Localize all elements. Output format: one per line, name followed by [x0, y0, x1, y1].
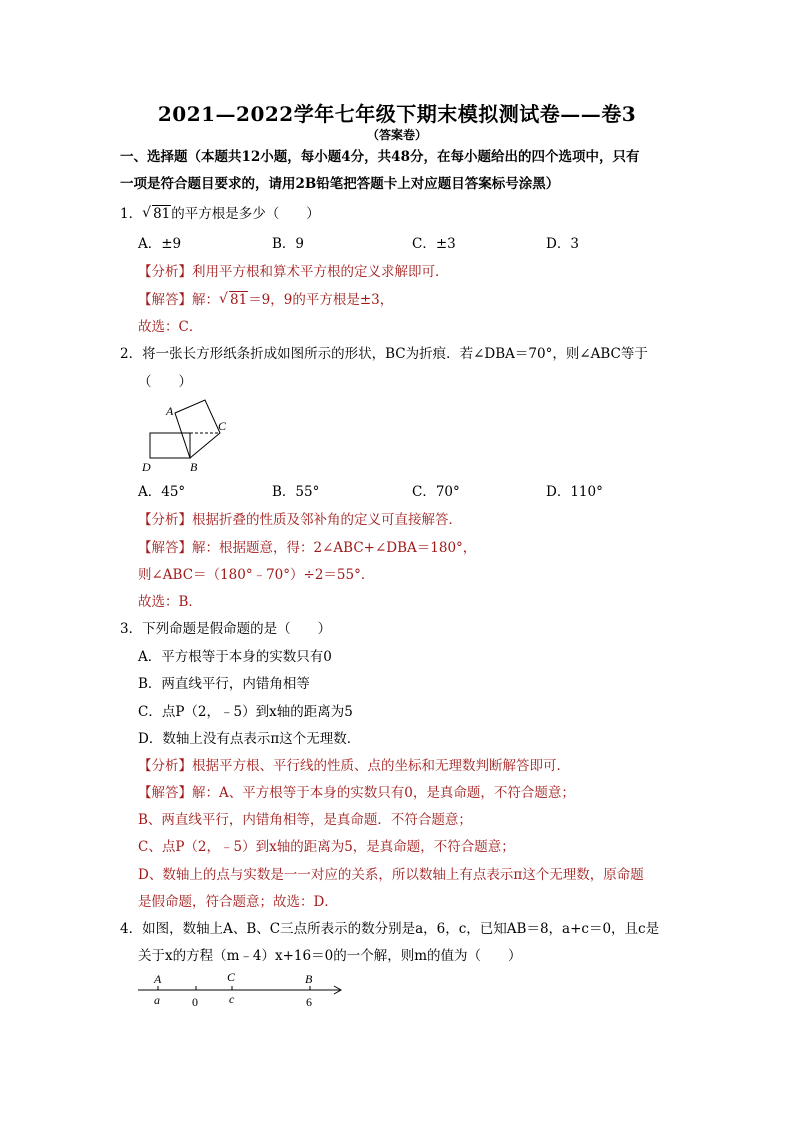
q2-option-a: A．45° — [138, 484, 186, 500]
q2-solution-line2: 则∠ABC＝（180°﹣70°）÷2＝55°． — [138, 567, 375, 583]
q3-solution-line1: 【解答】解：A、平方根等于本身的实数只有0，是真命题，不符合题意； — [138, 785, 575, 801]
q2-folded-paper-figure — [138, 398, 238, 478]
q1-solution-prefix: 【解答】解： — [138, 292, 219, 308]
q4-label-upper-b: B — [305, 972, 313, 986]
q4-question-line2: 关于x的方程（m﹣4）x+16＝0的一个解，则m的值为（ ） — [138, 948, 522, 964]
q4-label-upper-c: C — [227, 970, 236, 984]
q1-solution-sqrt: √ 81 — [219, 291, 248, 308]
q3-solution-line4: D、数轴上的点与实数是一一对应的关系，所以数轴上有点表示π这个无理数，原命题 — [138, 867, 644, 883]
q4-label-lower-c: c — [229, 992, 235, 1006]
page-title: 2021—2022学年七年级下期末模拟测试卷——卷3 — [157, 102, 637, 126]
q3-option-d: D．数轴上没有点表示π这个无理数． — [138, 731, 361, 747]
section-heading-line2: 一项是符合题目要求的，请用2B铅笔把答题卡上对应题目答案标号涂黑） — [120, 176, 560, 192]
q1-option-a: A．±9 — [138, 236, 182, 252]
q3-solution-line2: B、两直线平行，内错角相等，是真命题．不符合题意； — [138, 812, 472, 828]
section-heading-line1: 一、选择题（本题共12小题，每小题4分，共48分，在每小题给出的四个选项中，只有 — [120, 149, 640, 165]
q3-solution-line5: 是假命题，符合题意；故选：D． — [138, 894, 338, 910]
q1-option-c: C．±3 — [412, 236, 456, 252]
q2-option-d: D．110° — [546, 484, 603, 500]
q1-solution-radicand: 81 — [230, 292, 248, 308]
q2-label-a: A — [166, 404, 174, 418]
q1-analysis: 【分析】利用平方根和算术平方根的定义求解即可． — [138, 264, 449, 280]
q4-label-zero: 0 — [192, 995, 198, 1009]
q4-number-line — [134, 968, 354, 1010]
q2-analysis: 【分析】根据折叠的性质及邻补角的定义可直接解答． — [138, 512, 462, 528]
q2-label-c: C — [218, 419, 227, 433]
q1-text: 的平方根是多少（ ） — [171, 206, 320, 222]
q1-solution-rest: ＝9，9的平方根是±3， — [248, 292, 394, 308]
q2-option-b: B．55° — [272, 484, 320, 500]
q2-question-line1: 2．将一张长方形纸条折成如图所示的形状，BC为折痕．若∠DBA＝70°，则∠ABC等于 — [120, 346, 648, 362]
q4-label-lower-a: a — [154, 993, 160, 1007]
q2-choice: 故选：B． — [138, 594, 202, 610]
q4-label-six: 6 — [306, 995, 312, 1009]
q1-number: 1． — [120, 206, 143, 222]
q2-question-line2: （ ） — [138, 374, 192, 390]
q2-label-d: D — [142, 460, 151, 474]
q3-option-b: B．两直线平行，内错角相等 — [138, 676, 310, 692]
q1-option-b: B．9 — [272, 236, 305, 252]
q3-analysis: 【分析】根据平方根、平行线的性质、点的坐标和无理数判断解答即可． — [138, 758, 570, 774]
q1-option-d: D．3 — [546, 236, 579, 252]
q4-label-upper-a: A — [154, 972, 162, 986]
q3-option-a: A．平方根等于本身的实数只有0 — [138, 649, 332, 665]
q3-question: 3．下列命题是假命题的是（ ） — [120, 621, 332, 637]
q1-radicand: 81 — [153, 206, 171, 222]
q3-solution-line3: C、点P（2，﹣5）到x轴的距离为5，是真命题，不符合题意； — [138, 839, 515, 855]
q2-solution-line1: 【解答】解：根据题意，得：2∠ABC+∠DBA＝180°， — [138, 540, 477, 556]
q1-choice: 故选：C． — [138, 319, 203, 335]
q3-option-c: C．点P（2，﹣5）到x轴的距离为5 — [138, 704, 353, 720]
q4-question-line1: 4．如图，数轴上A、B、C三点所表示的数分别是a，6，c，已知AB＝8，a+c＝0，且c是 — [120, 921, 660, 937]
q2-folded-part — [175, 400, 220, 458]
q1-sqrt: √ 81 — [142, 205, 171, 222]
q1-solution — [138, 291, 393, 309]
q1-question — [120, 205, 320, 223]
q2-label-b: B — [190, 460, 198, 474]
q2-rect-strip — [150, 433, 190, 458]
page-subtitle: （答案卷） — [366, 128, 427, 142]
q2-option-c: C．70° — [412, 484, 460, 500]
